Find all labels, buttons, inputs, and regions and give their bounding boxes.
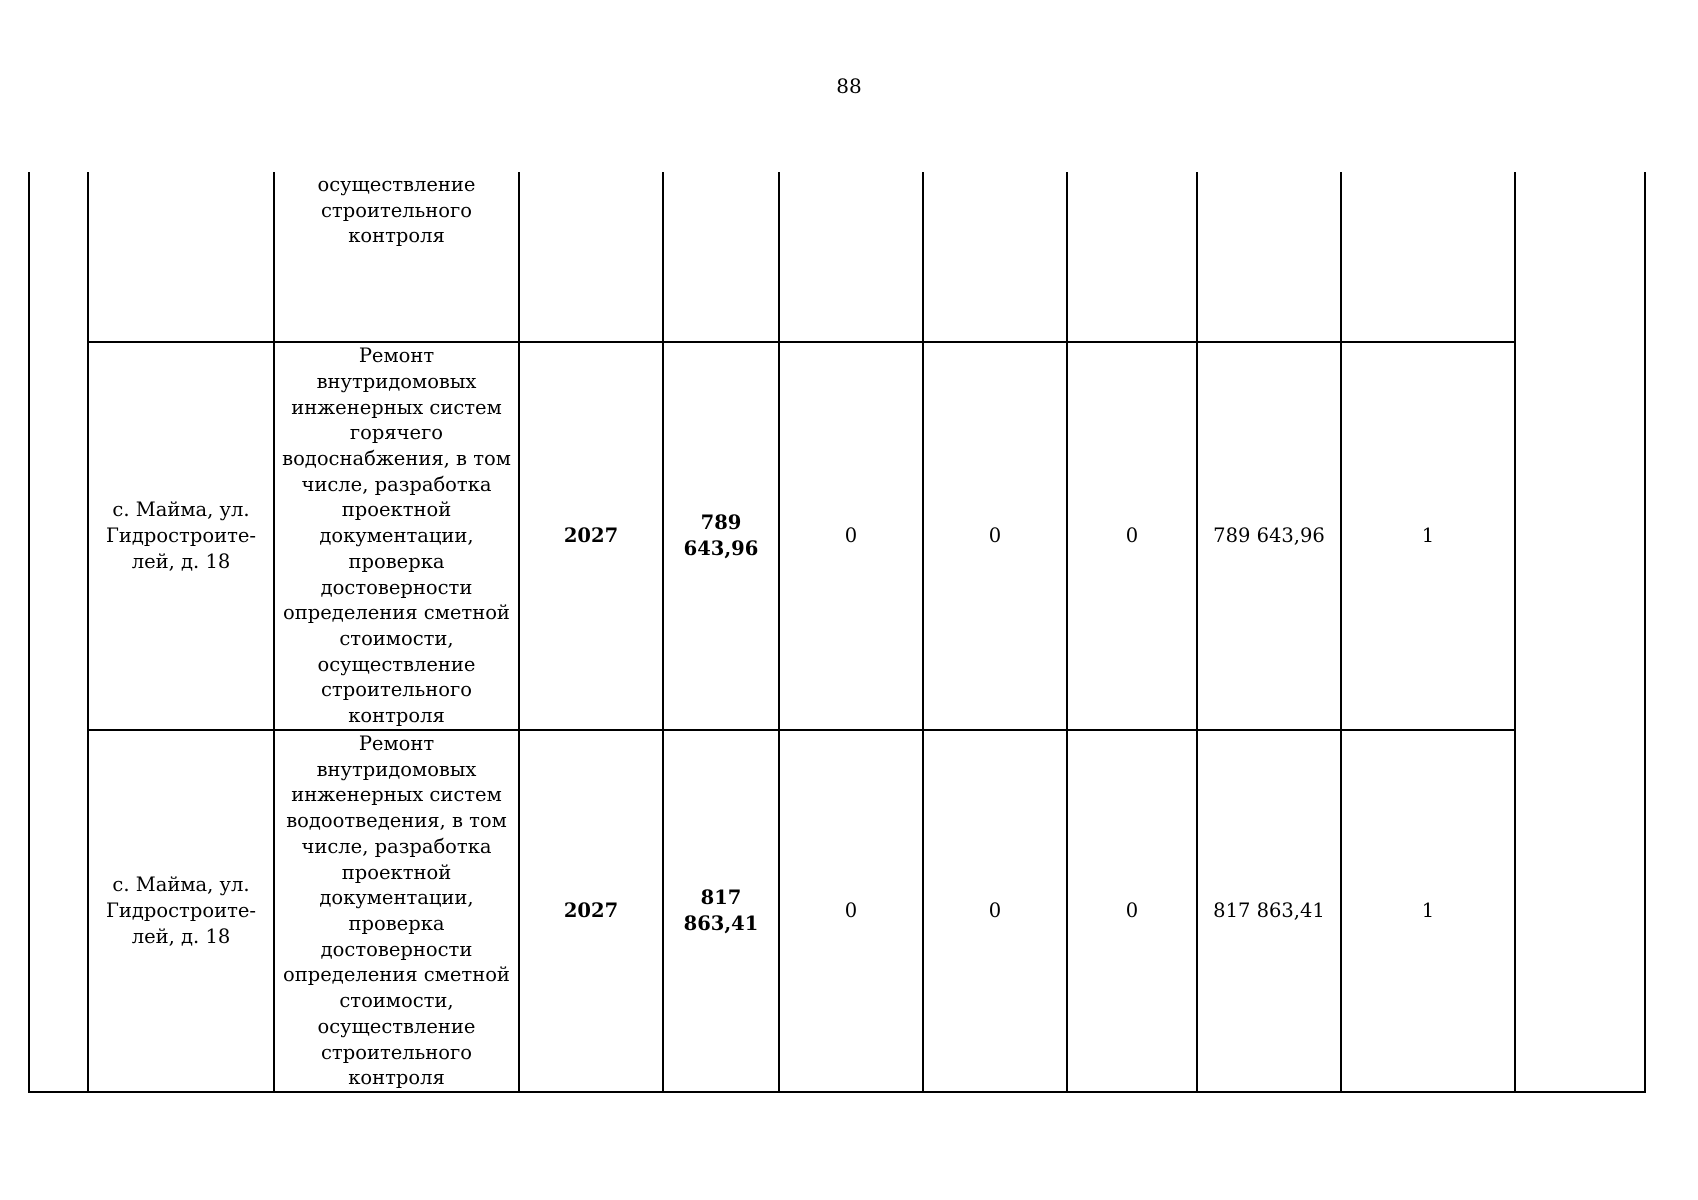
count-cell: 1: [1341, 342, 1515, 730]
page-number: 88: [836, 74, 862, 98]
source-cell-2: [923, 172, 1067, 342]
table-row-continuation: [29, 172, 1645, 342]
work-cell: Ремонт внутридомовых инженерных систем горячего водоснабжения, в том числе, разработка проектной документации, проверка достоверности определения сметной стоимости, осуществление строительного контроля: [274, 342, 519, 730]
amount-cell: 817 863,41: [1197, 730, 1341, 1092]
source-cell-2: 0: [923, 730, 1067, 1092]
table-row: [29, 730, 1645, 1092]
year-cell: [519, 172, 663, 342]
address-cell: с. Майма, ул. Гидростроите-лей, д. 18: [88, 342, 274, 730]
work-cell: Ремонт внутридомовых инженерных систем водоотведения, в том числе, разработка проектной документации, проверка достоверности определения сметной стоимости, осуществление строительного контроля: [274, 730, 519, 1092]
total-cell: [663, 172, 779, 342]
notes-cell: [1515, 172, 1645, 1092]
source-cell-3: [1067, 172, 1197, 342]
address-cell: с. Майма, ул. Гидростроите-лей, д. 18: [88, 730, 274, 1092]
source-cell-1: 0: [779, 730, 923, 1092]
address-cell: [88, 172, 274, 342]
amount-cell: 789 643,96: [1197, 342, 1341, 730]
total-cell: 789 643,96: [663, 342, 779, 730]
source-cell-1: [779, 172, 923, 342]
amount-cell: [1197, 172, 1341, 342]
work-cell: осуществление строительного контроля: [274, 172, 519, 342]
source-cell-2: 0: [923, 342, 1067, 730]
count-cell: 1: [1341, 730, 1515, 1092]
source-cell-3: 0: [1067, 342, 1197, 730]
year-cell: 2027: [519, 730, 663, 1092]
total-cell: 817 863,41: [663, 730, 779, 1092]
work-schedule-table: [28, 172, 1646, 1093]
count-cell: [1341, 172, 1515, 342]
source-cell-1: 0: [779, 342, 923, 730]
source-cell-3: 0: [1067, 730, 1197, 1092]
year-cell: 2027: [519, 342, 663, 730]
table-row: [29, 342, 1645, 730]
index-cell: [29, 172, 88, 1092]
